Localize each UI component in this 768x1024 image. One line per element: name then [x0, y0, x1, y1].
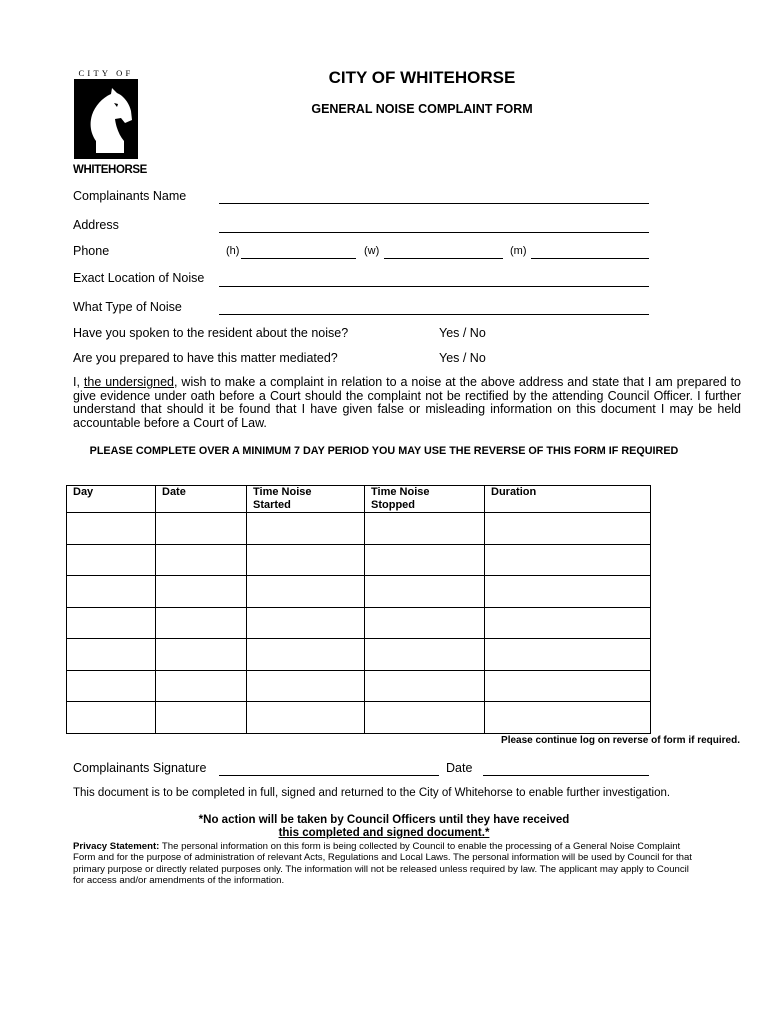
table-row [67, 702, 651, 734]
phone-mobile-label: (m) [510, 245, 527, 257]
continue-note: Please continue log on reverse of form if required. [501, 735, 740, 746]
address-label: Address [73, 218, 119, 232]
logo-top-text: CITY OF [78, 68, 134, 78]
log-cell-duration[interactable] [485, 544, 651, 576]
declaration-paragraph [73, 376, 741, 430]
signature-field[interactable] [219, 775, 439, 776]
log-cell-time-started[interactable] [247, 513, 365, 545]
answer-mediated-yes-no[interactable]: Yes / No [439, 351, 486, 365]
log-cell-date[interactable] [156, 607, 247, 639]
log-cell-time-stopped[interactable] [365, 544, 485, 576]
log-cell-date[interactable] [156, 639, 247, 671]
log-cell-time-stopped[interactable] [365, 639, 485, 671]
date-label: Date [446, 761, 473, 775]
log-cell-date[interactable] [156, 544, 247, 576]
phone-label: Phone [73, 244, 110, 258]
log-cell-day[interactable] [67, 670, 156, 702]
log-cell-date[interactable] [156, 576, 247, 608]
log-cell-duration[interactable] [485, 639, 651, 671]
declaration-underlined: the undersigned [83, 375, 175, 389]
table-row [67, 607, 651, 639]
table-header-row [67, 486, 651, 513]
log-cell-time-stopped[interactable] [365, 702, 485, 734]
privacy-label: Privacy Statement: [73, 841, 160, 852]
log-cell-time-started[interactable] [247, 670, 365, 702]
name-field[interactable] [219, 203, 649, 204]
phone-mobile-field[interactable] [531, 258, 649, 259]
signature-label: Complainants Signature [73, 761, 207, 775]
log-cell-duration[interactable] [485, 670, 651, 702]
table-row [67, 544, 651, 576]
completion-note: This document is to be completed in full, signed and returned to the City of Whitehorse to enable further investigation. [73, 787, 671, 799]
log-cell-day[interactable] [67, 544, 156, 576]
log-cell-duration[interactable] [485, 513, 651, 545]
log-cell-day[interactable] [67, 576, 156, 608]
question-spoken: Have you spoken to the resident about the noise? [73, 326, 349, 340]
log-cell-time-started[interactable] [247, 607, 365, 639]
log-cell-date[interactable] [156, 702, 247, 734]
column-header-day: Day [67, 486, 156, 513]
log-cell-time-stopped[interactable] [365, 670, 485, 702]
column-header-time-started: Time Noise Started [247, 486, 365, 513]
no-action-line-2: this completed and signed document.* [278, 827, 490, 839]
table-row [67, 639, 651, 671]
noise-type-field[interactable] [219, 314, 649, 315]
phone-work-field[interactable] [384, 258, 503, 259]
log-cell-day[interactable] [67, 702, 156, 734]
log-cell-day[interactable] [67, 607, 156, 639]
noise-type-label: What Type of Noise [73, 300, 182, 314]
question-mediated: Are you prepared to have this matter mediated? [73, 351, 338, 365]
log-cell-date[interactable] [156, 670, 247, 702]
log-cell-day[interactable] [67, 513, 156, 545]
location-label: Exact Location of Noise [73, 271, 205, 285]
column-header-duration: Duration [485, 486, 651, 513]
privacy-text: The personal information on this form is being collected by Council to enable the processing of a General Noise Complaint Form and for the purpose of administration of relevant Acts, Regulations and Local Laws. The personal information will be used by Council for that primary purpose or directly related purposes only. The information will not be released unless required by law. The applicant may apply to Council for access and/or amendments of the information. [73, 841, 692, 886]
log-cell-day[interactable] [67, 639, 156, 671]
privacy-statement [73, 841, 695, 886]
log-cell-time-started[interactable] [247, 702, 365, 734]
form-subtitle: GENERAL NOISE COMPLAINT FORM [311, 102, 533, 116]
log-cell-time-stopped[interactable] [365, 513, 485, 545]
log-cell-time-started[interactable] [247, 576, 365, 608]
phone-home-field[interactable] [241, 258, 356, 259]
declaration-prefix: I, [73, 375, 84, 389]
location-field[interactable] [219, 286, 649, 287]
table-row [67, 576, 651, 608]
logo-bottom-text: WHITEHORSE [73, 163, 147, 177]
log-cell-duration[interactable] [485, 576, 651, 608]
log-cell-time-stopped[interactable] [365, 607, 485, 639]
table-row [67, 513, 651, 545]
log-cell-duration[interactable] [485, 702, 651, 734]
knight-logo-icon [74, 79, 138, 159]
log-cell-duration[interactable] [485, 607, 651, 639]
log-instruction: PLEASE COMPLETE OVER A MINIMUM 7 DAY PERIOD YOU MAY USE THE REVERSE OF THIS FORM IF REQUIRED [89, 445, 679, 457]
address-field[interactable] [219, 232, 649, 233]
no-action-notice [0, 814, 768, 840]
column-header-date: Date [156, 486, 247, 513]
declaration-text: , wish to make a complaint in relation to a noise at the above address and state that I am prepared to give evidence under oath before a Court should the complaint not be rectified by the attending Council Officer. I further understand that should it be found that I have given false or misleading information on this document I may be held accountable before a Court of Law. [73, 375, 742, 430]
noise-log-table [66, 485, 651, 734]
name-label: Complainants Name [73, 189, 187, 203]
log-cell-time-started[interactable] [247, 639, 365, 671]
date-field[interactable] [483, 775, 649, 776]
column-header-time-stopped: Time Noise Stopped [365, 486, 485, 513]
page-title: CITY OF WHITEHORSE [328, 68, 516, 87]
log-cell-time-stopped[interactable] [365, 576, 485, 608]
table-row [67, 670, 651, 702]
log-cell-date[interactable] [156, 513, 247, 545]
no-action-line-1: *No action will be taken by Council Officers until they have received [198, 814, 570, 826]
answer-spoken-yes-no[interactable]: Yes / No [439, 326, 486, 340]
phone-work-label: (w) [364, 245, 380, 257]
phone-home-label: (h) [226, 245, 240, 257]
log-cell-time-started[interactable] [247, 544, 365, 576]
